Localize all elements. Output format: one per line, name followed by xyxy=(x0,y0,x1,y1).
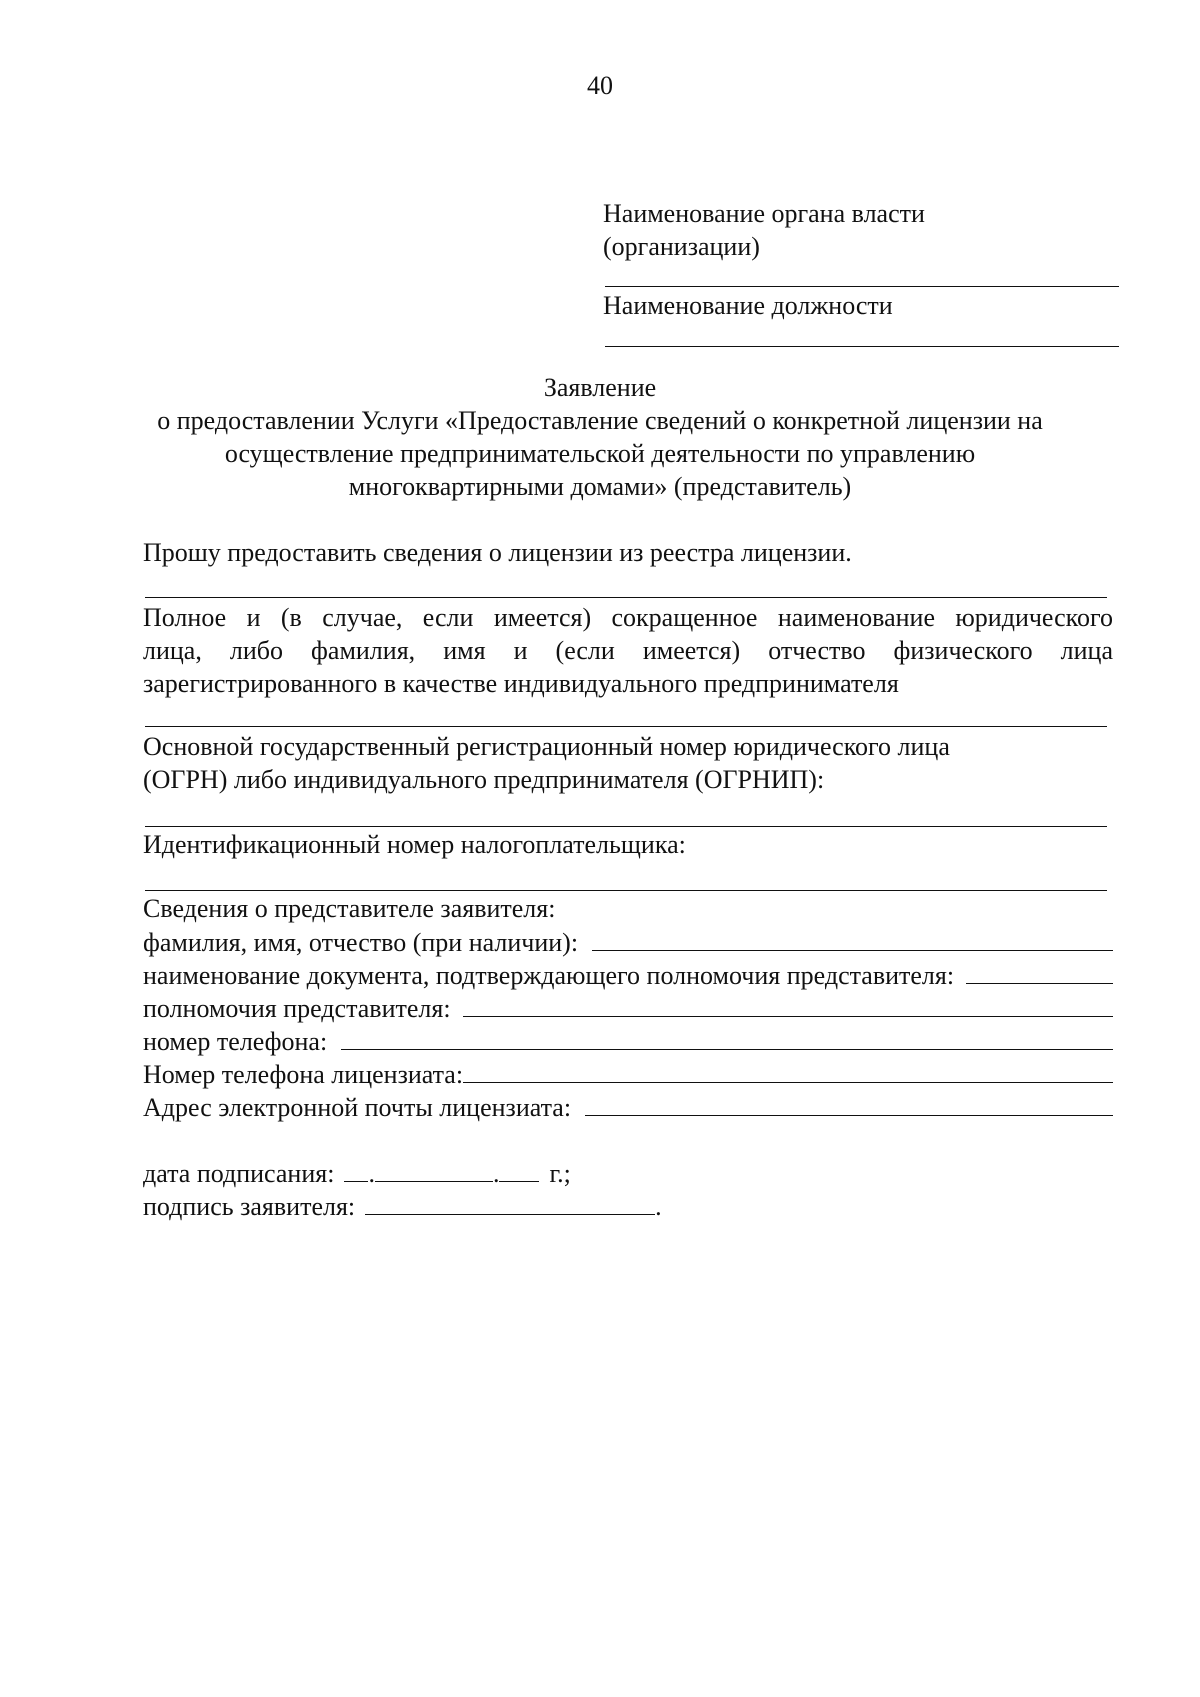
authority-blank-line[interactable] xyxy=(605,286,1119,287)
representative-phone-field[interactable] xyxy=(341,1025,1113,1050)
authority-org-label: (организации) xyxy=(603,232,760,261)
representative-document-label: наименование документа, подтверждающего полномочия представителя: xyxy=(143,961,955,990)
signature-end-period: . xyxy=(655,1192,662,1221)
ogrn-caption-line-2: (ОГРН) либо индивидуального предпринимателя (ОГРНИП): xyxy=(143,765,825,794)
licensee-phone-label: Номер телефона лицензиата: xyxy=(143,1060,464,1089)
document-title-line-2: осуществление предпринимательской деятельности по управлению xyxy=(224,439,976,468)
signature-field[interactable] xyxy=(365,1190,655,1215)
page-number: 40 xyxy=(587,71,613,100)
signing-date-row xyxy=(143,1157,571,1190)
document-title-line-1: о предоставлении Услуги «Предоставление сведений о конкретной лицензии на xyxy=(157,406,1043,435)
representative-phone-label: номер телефона: xyxy=(143,1027,328,1056)
inn-caption: Идентификационный номер налогоплательщика: xyxy=(143,830,686,859)
applicant-name-caption-line-1: Полное и (в случае, если имеется) сокращенное наименование юридического xyxy=(143,603,1113,632)
applicant-name-blank-line[interactable] xyxy=(145,597,1107,598)
document-title-line-3: многоквартирными домами» (представитель) xyxy=(348,472,852,501)
representative-document-row xyxy=(143,959,1113,992)
date-separator: . xyxy=(492,1159,500,1188)
representative-powers-label: полномочия представителя: xyxy=(143,994,451,1023)
licensee-phone-field[interactable] xyxy=(463,1058,1113,1083)
representative-heading: Сведения о представителе заявителя: xyxy=(143,894,556,923)
representative-full-name-field[interactable] xyxy=(592,926,1113,951)
applicant-name-caption-line-2: лица, либо фамилия, имя и (если имеется) отчество физического лица xyxy=(143,636,1113,665)
representative-phone-row xyxy=(143,1025,1113,1058)
licensee-email-row xyxy=(143,1091,1113,1124)
date-separator: . xyxy=(368,1159,375,1188)
licensee-email-field[interactable] xyxy=(585,1091,1113,1116)
position-name-label: Наименование должности xyxy=(603,291,893,320)
signature-row xyxy=(143,1190,662,1223)
authority-name-label: Наименование органа власти xyxy=(603,199,925,228)
signing-year-field[interactable] xyxy=(499,1157,539,1182)
signing-date-label: дата подписания: xyxy=(143,1159,335,1188)
signing-day-field[interactable] xyxy=(344,1157,368,1182)
document-heading: Заявление xyxy=(543,373,657,402)
applicant-name-caption-line-3: зарегистрированного в качестве индивидуального предпринимателя xyxy=(143,669,899,698)
representative-document-field[interactable] xyxy=(966,959,1113,984)
signing-month-field[interactable] xyxy=(375,1157,493,1182)
ogrn-blank-line[interactable] xyxy=(145,726,1107,727)
request-text: Прошу предоставить сведения о лицензии из реестра лицензии. xyxy=(143,538,852,567)
inn-blank-line[interactable] xyxy=(145,826,1107,827)
representative-full-name-label: фамилия, имя, отчество (при наличии): xyxy=(143,928,579,957)
signature-label: подпись заявителя: xyxy=(143,1192,356,1221)
representative-blank-line[interactable] xyxy=(145,890,1107,891)
licensee-phone-row xyxy=(143,1058,1113,1091)
representative-full-name-row xyxy=(143,926,1113,959)
representative-powers-field[interactable] xyxy=(463,992,1113,1017)
ogrn-caption-line-1: Основной государственный регистрационный номер юридического лица xyxy=(143,732,950,761)
year-suffix: г.; xyxy=(549,1159,571,1188)
licensee-email-label: Адрес электронной почты лицензиата: xyxy=(143,1093,572,1122)
position-blank-line[interactable] xyxy=(605,346,1119,347)
representative-powers-row xyxy=(143,992,1113,1025)
